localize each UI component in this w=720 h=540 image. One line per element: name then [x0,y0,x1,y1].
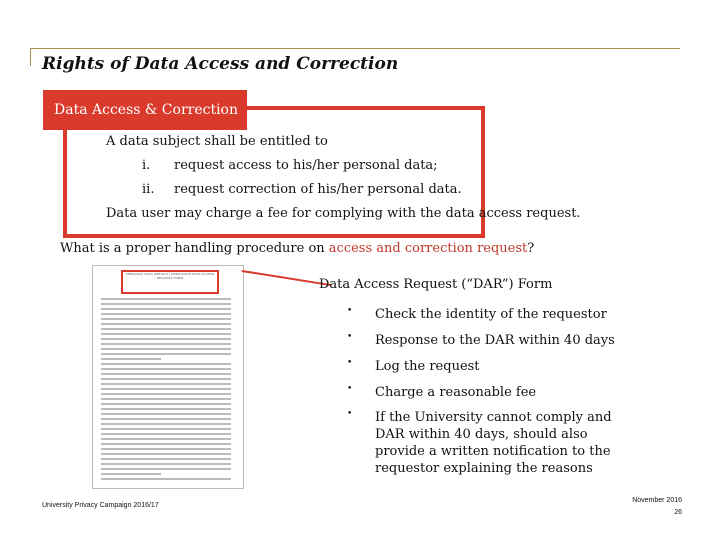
bullet: • [347,384,353,394]
question-post: ? [527,241,535,256]
form-text-line [101,373,231,375]
form-text-line [101,458,231,460]
form-text-line [101,398,231,400]
bullet: • [347,306,353,316]
fee-text: Data user may charge a fee for complying with the data access request. [106,206,581,221]
dar-form-thumbnail [92,265,244,489]
form-text-line [101,393,231,395]
question-pre: What is a proper handling procedure on [60,241,329,256]
step-text: Check the identity of the requestor [375,307,607,322]
form-text-line [101,308,231,310]
form-text-line [101,378,231,380]
form-text-line [101,363,231,365]
form-text-line [101,388,231,390]
form-text-line [101,303,231,305]
form-text-line [101,433,231,435]
right-num: ii. [142,182,155,197]
question-highlight: access and correction request [328,241,528,256]
form-text-line [101,478,231,480]
section-tab: Data Access & Correction [43,90,247,130]
intro-text: A data subject shall be entitled to [106,134,328,149]
form-text-line [101,423,231,425]
form-text-line [101,443,231,445]
form-text-line [101,358,161,360]
form-text-line [101,353,231,355]
footer-date: November 2016 [632,497,682,504]
form-text-line [101,383,231,385]
step-text: Log the request [375,359,480,374]
form-text-line [101,318,231,320]
step-text: Charge a reasonable fee [375,385,537,400]
form-text-line [101,473,161,475]
bullet: • [347,409,353,419]
form-text-line [101,448,231,450]
content-box-left-border [63,128,67,234]
form-text-line [101,323,231,325]
form-text-line [101,333,231,335]
form-text-line [101,298,231,300]
form-text-line [101,468,231,470]
form-text-line [101,408,231,410]
form-text-line [101,403,231,405]
arrow-line [242,270,331,286]
footer-campaign: University Privacy Campaign 2016/17 [42,502,159,509]
form-text-line [101,368,231,370]
form-text-line [101,348,231,350]
header-rule-vertical [30,48,31,66]
right-num: i. [142,158,151,173]
question [60,241,534,256]
step-text: Response to the DAR within 40 days [375,333,615,348]
form-text-line [101,328,231,330]
form-text-line [101,313,231,315]
form-text-line [101,418,231,420]
dar-title: Data Access Request (“DAR”) Form [319,277,553,292]
form-text-line [101,438,231,440]
right-text: request access to his/her personal data; [174,158,438,173]
form-text-line [101,343,231,345]
slide-title: Rights of Data Access and Correction [42,54,399,74]
step-text: If the University cannot comply and DAR within 40 days, should also provide a written notification to the requestor explaining the reasons [375,410,612,476]
header-rule [30,48,680,49]
form-text-line [101,338,231,340]
form-text-line [101,413,231,415]
bullet: • [347,358,353,368]
form-header: PERSONAL DATA (PRIVACY) ORDINANCE DATA ACCESS REQUEST FORM [121,270,219,294]
form-text-line [101,463,231,465]
form-text-line [101,453,231,455]
bullet: • [347,332,353,342]
footer-page-number: 26 [674,509,682,516]
form-text-line [101,428,231,430]
right-text: request correction of his/her personal data. [174,182,462,197]
